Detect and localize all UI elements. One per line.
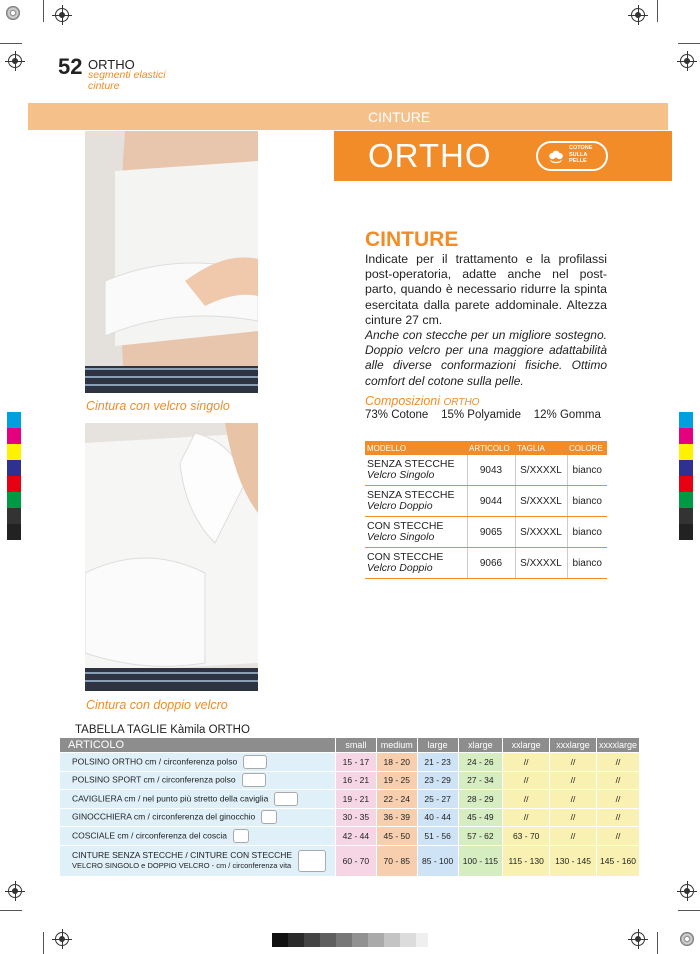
size-cell: S/XXXXL — [515, 486, 567, 517]
model-name: SENZA STECCHE — [367, 488, 455, 501]
size-cell: 63 - 70 — [503, 827, 550, 846]
registration-mark-icon — [8, 54, 22, 68]
column-header: medium — [376, 738, 417, 753]
composition-title-suffix: ORTHO — [443, 397, 480, 408]
size-cell: // — [596, 753, 639, 772]
size-cell: // — [596, 790, 639, 809]
size-cell: 15 - 17 — [336, 753, 377, 772]
crop-mark — [678, 43, 700, 44]
subsection-line: segmenti elastici — [88, 69, 166, 81]
size-cell: // — [550, 753, 597, 772]
model-variant: Velcro Singolo — [367, 469, 435, 481]
belt-icon — [298, 850, 326, 872]
photo-caption: Cintura con doppio velcro — [86, 698, 228, 712]
ankle-brace-icon — [274, 792, 298, 806]
article-label: COSCIALE cm / circonferenza del coscia — [72, 830, 227, 840]
registration-mark-icon — [680, 54, 694, 68]
size-cell: // — [550, 808, 597, 827]
crop-mark — [657, 0, 658, 22]
article-label-secondary: VELCRO SINGOLO e DOPPIO VELCRO - cm / circonferenza vita — [72, 860, 292, 870]
column-header: xlarge — [458, 738, 503, 753]
model-name: SENZA STECCHE — [367, 457, 455, 470]
column-header: xxxxlarge — [596, 738, 639, 753]
size-cell: 40 - 44 — [417, 808, 458, 827]
model-name-cell — [365, 548, 467, 579]
size-cell: 130 - 145 — [550, 845, 597, 876]
table-row — [60, 790, 640, 809]
table-row — [60, 771, 640, 790]
size-table-header — [60, 738, 640, 753]
size-cell: 51 - 56 — [417, 827, 458, 846]
model-name-cell — [365, 517, 467, 548]
size-cell: S/XXXXL — [515, 455, 567, 486]
size-cell: 16 - 21 — [336, 771, 377, 790]
size-table-title: TABELLA TAGLIE Kàmila ORTHO — [75, 724, 250, 736]
article-cell: 9066 — [467, 548, 515, 579]
size-cell: 36 - 39 — [376, 808, 417, 827]
model-variant: Velcro Doppio — [367, 500, 433, 512]
size-cell: // — [550, 771, 597, 790]
product-photo-double-velcro — [85, 423, 258, 691]
registration-mark-icon — [631, 932, 645, 946]
table-row — [365, 517, 607, 548]
column-header: ARTICOLO — [60, 738, 336, 753]
column-header: xxlarge — [503, 738, 550, 753]
crop-mark — [678, 910, 700, 911]
size-cell: // — [550, 790, 597, 809]
size-cell: 115 - 130 — [503, 845, 550, 876]
article-label: POLSINO ORTHO cm / circonferenza polso — [72, 756, 238, 766]
crop-mark — [657, 932, 658, 954]
table-row — [365, 486, 607, 517]
cotton-badge-text — [569, 145, 605, 165]
size-cell: // — [596, 808, 639, 827]
composition-title — [365, 394, 479, 408]
size-cell: S/XXXXL — [515, 548, 567, 579]
size-cell: 145 - 160 — [596, 845, 639, 876]
model-name-cell — [365, 455, 467, 486]
size-cell: // — [550, 827, 597, 846]
size-cell: 60 - 70 — [336, 845, 377, 876]
table-row — [60, 753, 640, 772]
section-title: ORTHO — [88, 57, 135, 72]
model-name-cell — [365, 486, 467, 517]
knee-brace-icon — [261, 810, 277, 824]
column-header: large — [417, 738, 458, 753]
article-label-cell — [60, 753, 336, 772]
article-label: CINTURE SENZA STECCHE / CINTURE CON STECCHE — [72, 850, 293, 860]
size-cell: // — [503, 753, 550, 772]
category-label: CINTURE — [368, 109, 431, 125]
color-cell: bianco — [567, 517, 607, 548]
model-name: CON STECCHE — [367, 550, 444, 563]
registration-mark-icon — [8, 884, 22, 898]
column-header: small — [336, 738, 377, 753]
table-row — [365, 548, 607, 579]
size-cell: // — [596, 771, 639, 790]
article-label-cell — [60, 790, 336, 809]
article-label: GINOCCHIERA cm / circonferenza del ginocchio — [72, 811, 256, 822]
thigh-brace-icon — [233, 829, 249, 843]
crop-mark — [43, 0, 44, 22]
color-cell: bianco — [567, 486, 607, 517]
article-label-cell — [60, 845, 336, 876]
table-row — [60, 808, 640, 827]
table-row — [365, 455, 607, 486]
size-cell: 100 - 115 — [458, 845, 503, 876]
article-label-cell — [60, 808, 336, 827]
registration-disc-icon — [680, 932, 694, 946]
registration-mark-icon — [55, 932, 69, 946]
size-cell: 57 - 62 — [458, 827, 503, 846]
model-variant: Velcro Singolo — [367, 531, 435, 543]
article-label: POLSINO SPORT cm / circonferenza polso — [72, 774, 236, 785]
badge-line: SULLA — [569, 151, 588, 158]
table-row — [60, 845, 640, 876]
article-label: CAVIGLIERA cm / nel punto più stretto della caviglia — [72, 793, 269, 803]
article-label-cell — [60, 771, 336, 790]
model-name: CON STECCHE — [367, 519, 444, 532]
badge-line: PELLE — [569, 158, 587, 164]
size-cell: 19 - 25 — [376, 771, 417, 790]
model-variant: Velcro Doppio — [367, 562, 433, 574]
description-heading: CINTURE — [365, 228, 459, 251]
size-cell: 28 - 29 — [458, 790, 503, 809]
description-text: Indicate per il trattamento e la profilassi post-operatoria, adatte anche nel post-parto, quando è necessario ridurre la spinta esercitata dalla parete addominale. Altezza cinture 27 cm. — [365, 252, 607, 327]
size-cell: // — [503, 808, 550, 827]
article-label-cell — [60, 827, 336, 846]
size-cell: 23 - 29 — [417, 771, 458, 790]
size-cell: 19 - 21 — [336, 790, 377, 809]
size-cell: // — [503, 771, 550, 790]
registration-mark-icon — [55, 8, 69, 22]
color-cell: bianco — [567, 455, 607, 486]
article-cell: 9065 — [467, 517, 515, 548]
subsection-line: cinture — [88, 80, 120, 92]
page-number: 52 — [58, 54, 83, 79]
color-cell: bianco — [567, 548, 607, 579]
registration-mark-icon — [680, 884, 694, 898]
size-cell: // — [503, 790, 550, 809]
size-cell: 45 - 49 — [458, 808, 503, 827]
registration-mark-icon — [631, 8, 645, 22]
cotton-icon — [547, 147, 565, 165]
size-cell: // — [596, 827, 639, 846]
wrist-support-icon — [242, 773, 266, 787]
size-cell: 22 - 24 — [376, 790, 417, 809]
product-photo-single-velcro — [85, 131, 258, 393]
article-cell: 9044 — [467, 486, 515, 517]
size-cell: 70 - 85 — [376, 845, 417, 876]
subsection-title — [88, 70, 166, 92]
size-cell: 18 - 20 — [376, 753, 417, 772]
photo-caption: Cintura con velcro singolo — [86, 399, 230, 413]
column-header: xxxlarge — [550, 738, 597, 753]
article-cell: 9043 — [467, 455, 515, 486]
category-band — [28, 103, 668, 130]
badge-line: COTONE — [569, 145, 593, 151]
wrist-brace-icon — [243, 755, 267, 769]
column-header: ARTICOLO — [467, 441, 515, 455]
model-table-header — [365, 441, 607, 455]
crop-mark — [0, 910, 22, 911]
size-cell: S/XXXXL — [515, 517, 567, 548]
column-header: COLORE — [567, 441, 607, 455]
size-cell: 30 - 35 — [336, 808, 377, 827]
crop-mark — [0, 43, 22, 44]
size-cell: 27 - 34 — [458, 771, 503, 790]
column-header: TAGLIA — [515, 441, 567, 455]
size-cell: 85 - 100 — [417, 845, 458, 876]
model-table — [365, 441, 607, 579]
registration-disc-icon — [6, 6, 20, 20]
product-title: ORTHO — [368, 137, 492, 174]
composition-values: 73% Cotone 15% Polyamide 12% Gomma — [365, 409, 601, 421]
crop-mark — [43, 932, 44, 954]
composition-title-label: Composizioni — [365, 394, 441, 408]
size-table — [60, 738, 640, 876]
size-cell: 25 - 27 — [417, 790, 458, 809]
column-header: MODELLO — [365, 441, 467, 455]
size-cell: 45 - 50 — [376, 827, 417, 846]
size-cell: 21 - 23 — [417, 753, 458, 772]
size-cell: 42 - 44 — [336, 827, 377, 846]
description-italic-text: Anche con stecche per un migliore sostegno. Doppio velcro per una maggiore adattabilità alle diverse conformazioni fisiche. Ottimo comfort del cotone sulla pelle. — [365, 328, 607, 388]
table-row — [60, 827, 640, 846]
size-cell: 24 - 26 — [458, 753, 503, 772]
